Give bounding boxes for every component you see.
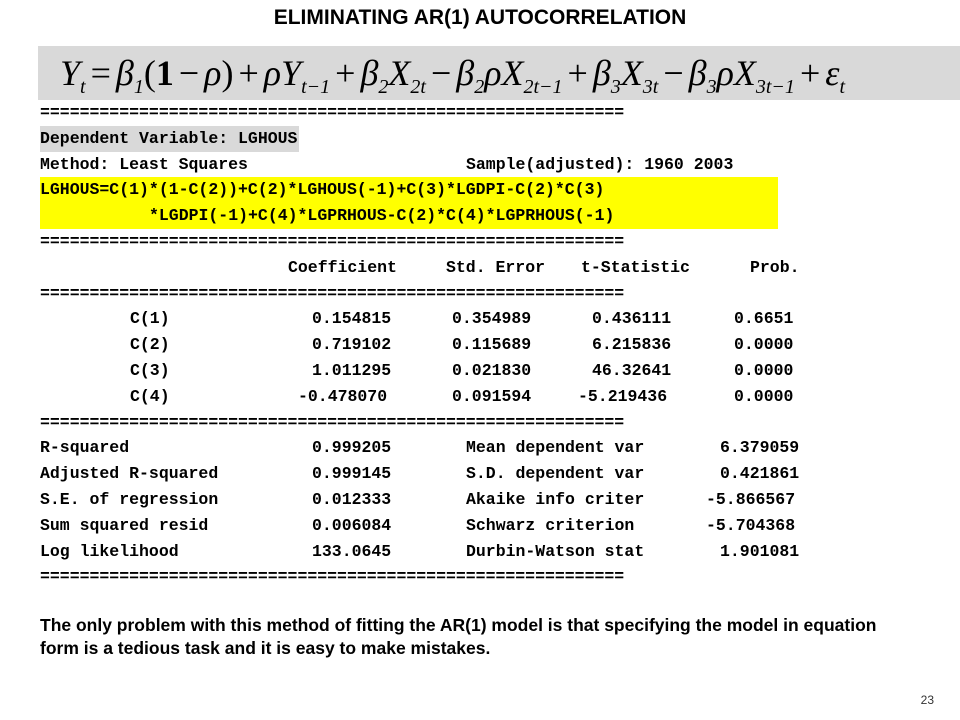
header-prob: Prob. <box>750 257 800 277</box>
t-stat-value: 0.436111 <box>592 309 672 329</box>
table-row <box>40 306 830 332</box>
std-error-value: 0.354989 <box>452 309 532 329</box>
table-row <box>40 358 830 384</box>
coef-name: C(2) <box>130 335 170 355</box>
stats-row <box>40 513 830 539</box>
stat-label: Durbin-Watson stat <box>466 541 645 561</box>
prob-value: 0.6651 <box>734 309 794 329</box>
stat-value: 0.006084 <box>312 515 392 535</box>
header-coefficient: Coefficient <box>288 257 397 277</box>
header-t-statistic: t-Statistic <box>581 257 690 277</box>
stat-label: Sum squared resid <box>40 515 209 535</box>
stat-label: S.D. dependent var <box>466 464 645 484</box>
stat-value: 0.012333 <box>312 489 392 509</box>
model-equation: $Y_t = \beta_1(1 - \rho) + \rho Y_{t-1} + \beta_2X_{2t} - \beta_2\rho X_{2t-1} + \beta_3X_{3t} - \beta_3\rho X_{3t-1} + \varepsilon_t$ <box>60 53 845 98</box>
stats-row <box>40 461 830 487</box>
stat-value: -5.866567 <box>706 489 796 509</box>
coef-value: 0.154815 <box>312 309 392 329</box>
explanatory-note: The only problem with this method of fitting the AR(1) model is that specifying the model in equation form is a tedious task and it is easy to make mistakes. <box>40 615 877 658</box>
coef-value: 1.011295 <box>312 360 392 380</box>
separator: =========================================================== <box>40 412 625 432</box>
std-error-value: 0.115689 <box>452 335 532 355</box>
separator: =========================================================== <box>40 567 625 587</box>
stats-row <box>40 539 830 565</box>
method: Method: Least Squares <box>40 154 248 174</box>
coef-value: 0.719102 <box>312 335 392 355</box>
coef-name: C(3) <box>130 360 170 380</box>
stat-value: 133.0645 <box>312 541 392 561</box>
stat-label: Mean dependent var <box>466 438 645 458</box>
coef-name: C(4) <box>130 386 170 406</box>
std-error-value: 0.021830 <box>452 360 532 380</box>
stats-row <box>40 435 830 461</box>
dependent-variable: Dependent Variable: LGHOUS <box>40 126 299 152</box>
spec-line-1: LGHOUS=C(1)*(1-C(2))+C(2)*LGHOUS(-1)+C(3)*LGDPI-C(2)*C(3) <box>40 180 605 200</box>
regression-output <box>40 100 830 590</box>
prob-value: 0.0000 <box>734 386 794 406</box>
spec-line-2: *LGDPI(-1)+C(4)*LGPRHOUS-C(2)*C(4)*LGPRHOUS(-1) <box>149 206 615 226</box>
page-number: 23 <box>920 693 934 707</box>
stat-label: R-squared <box>40 438 130 458</box>
table-row <box>40 332 830 358</box>
std-error-value: 0.091594 <box>452 386 532 406</box>
stat-label: Log likelihood <box>40 541 179 561</box>
stat-label: Akaike info criter <box>466 489 645 509</box>
prob-value: 0.0000 <box>734 335 794 355</box>
stat-value: 1.901081 <box>720 541 800 561</box>
header-std-error: Std. Error <box>446 257 546 277</box>
slide-title: ELIMINATING AR(1) AUTOCORRELATION <box>273 6 687 29</box>
stat-value: 0.999205 <box>312 438 392 458</box>
stats-row <box>40 487 830 513</box>
stat-label: Adjusted R-squared <box>40 464 219 484</box>
coef-value: -0.478070 <box>298 386 388 406</box>
coef-name: C(1) <box>130 309 170 329</box>
t-stat-value: -5.219436 <box>578 386 668 406</box>
stat-value: 0.421861 <box>720 464 800 484</box>
t-stat-value: 6.215836 <box>592 335 672 355</box>
stat-value: -5.704368 <box>706 515 796 535</box>
sample: Sample(adjusted): 1960 2003 <box>466 154 734 174</box>
stat-label: Schwarz criterion <box>466 515 635 535</box>
stat-value: 6.379059 <box>720 438 800 458</box>
stat-label: S.E. of regression <box>40 489 219 509</box>
table-row <box>40 384 830 410</box>
stat-value: 0.999145 <box>312 464 392 484</box>
separator: =========================================================== <box>40 283 625 303</box>
separator: =========================================================== <box>40 231 625 251</box>
prob-value: 0.0000 <box>734 360 794 380</box>
t-stat-value: 46.32641 <box>592 360 672 380</box>
separator: =========================================================== <box>40 103 625 122</box>
